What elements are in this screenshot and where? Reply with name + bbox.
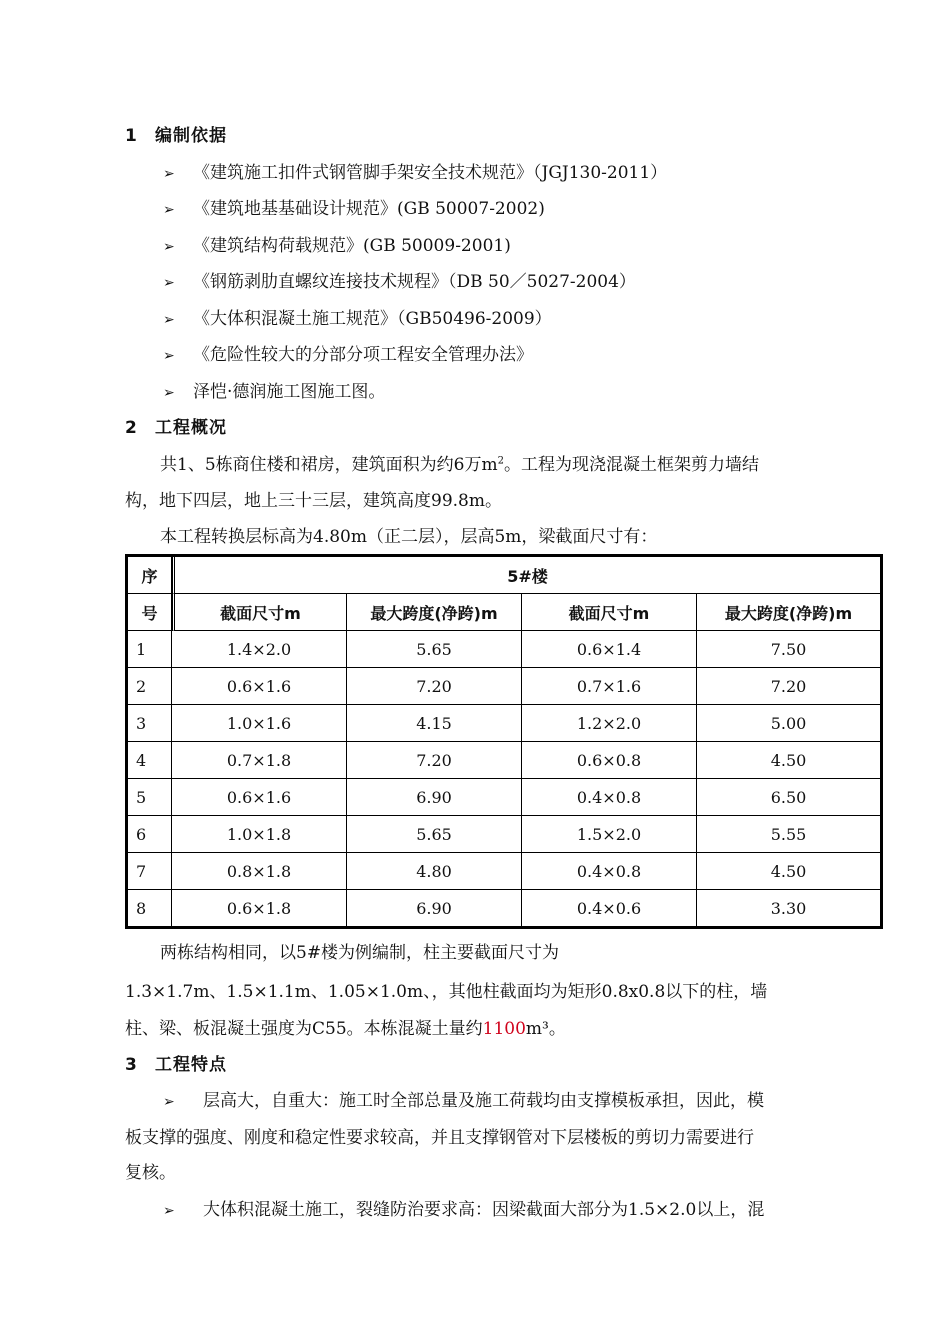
row-index: 4: [128, 742, 172, 779]
table-cell: 1.4×2.0: [172, 631, 347, 668]
table-cell: 7.50: [697, 631, 880, 668]
table-cell: 6.50: [697, 779, 880, 816]
row-index: 1: [128, 631, 172, 668]
row-index: 3: [128, 705, 172, 742]
table-row: [128, 779, 880, 816]
arrow-bullet-icon: ➢: [163, 275, 175, 291]
table-header-row: [128, 557, 880, 594]
feature-item: ➢ 大体积混凝土施工，裂缝防治要求高：因梁截面大部分为1.5×2.0以上，混: [163, 1200, 765, 1220]
table-row: [128, 742, 880, 779]
arrow-bullet-icon: ➢: [163, 166, 175, 182]
feature-item-line: 板支撑的强度、刚度和稳定性要求较高，并且支撑钢管对下层楼板的剪切力需要进行: [125, 1128, 754, 1148]
row-index: 6: [128, 816, 172, 853]
arrow-bullet-icon: ➢: [163, 312, 175, 328]
row-index: 8: [128, 890, 172, 926]
arrow-bullet-icon: ➢: [163, 385, 175, 401]
arrow-bullet-icon: ➢: [163, 239, 175, 255]
reference-item: ➢ 《建筑地基基础设计规范》(GB 50007-2002): [163, 199, 545, 219]
arrow-bullet-icon: ➢: [163, 202, 175, 218]
column-header: 最大跨度(净跨)m: [347, 594, 522, 631]
table-row: [128, 890, 880, 926]
table-cell: 5.65: [347, 816, 522, 853]
table-cell: 6.90: [347, 779, 522, 816]
table-cell: 1.5×2.0: [522, 816, 697, 853]
table-cell: 0.7×1.6: [522, 668, 697, 705]
reference-item: ➢ 《建筑施工扣件式钢管脚手架安全技术规范》（JGJ130-2011）: [163, 163, 668, 183]
table-cell: 4.80: [347, 853, 522, 890]
row-index: 5: [128, 779, 172, 816]
table-row: [128, 853, 880, 890]
table-cell: 7.20: [347, 668, 522, 705]
table-cell: 0.6×0.8: [522, 742, 697, 779]
table-row: [128, 816, 880, 853]
reference-item: ➢ 泽恺·德润施工图施工图。: [163, 382, 386, 402]
section-heading-3: 3 工程特点: [125, 1055, 227, 1075]
structure-paragraph-line: 柱、梁、板混凝土强度为C55。本栋混凝土量约1100m³。: [125, 1019, 566, 1039]
table-cell: 0.4×0.6: [522, 890, 697, 926]
table-cell: 3.30: [770, 898, 807, 918]
overview-paragraph-line: 共1、5栋商住楼和裙房，建筑面积为约6万$m^2$。工程为现浇混凝土框架剪力墙结: [160, 455, 759, 475]
table-cell: 5.55: [697, 816, 880, 853]
table-cell: 1.2×2.0: [522, 705, 697, 742]
feature-item-line: 复核。: [125, 1163, 176, 1183]
column-header: 最大跨度(净跨)m: [697, 594, 880, 631]
table-cell: 0.4×0.8: [522, 779, 697, 816]
table-cell: 4.50: [697, 742, 880, 779]
reference-item: ➢ 《危险性较大的分部分项工程安全管理办法》: [163, 345, 533, 365]
table-cell: 5.65: [347, 631, 522, 668]
table-cell: 0.6×1.4: [522, 631, 697, 668]
section-heading-1: 1 编制依据: [125, 126, 227, 146]
table-row: [128, 668, 880, 705]
table-cell: 7.20: [347, 742, 522, 779]
arrow-bullet-icon: ➢: [163, 348, 175, 364]
overview-paragraph-line: 本工程转换层标高为4.80m（正二层），层高5m，梁截面尺寸有：: [160, 527, 658, 547]
index-header-bottom: 号: [128, 594, 172, 631]
table-cell: 7.20: [697, 668, 880, 705]
table-cell: 5.00: [697, 705, 880, 742]
table-row: [128, 631, 880, 668]
table-cell: 4.15: [347, 705, 522, 742]
row-index: 7: [128, 853, 172, 890]
building-group-header: 5#楼: [172, 557, 880, 594]
column-header: 截面尺寸m: [172, 594, 347, 631]
reference-item: ➢ 《建筑结构荷载规范》(GB 50009-2001): [163, 236, 511, 256]
table-cell: 1.0×1.8: [172, 816, 347, 853]
row-index: 2: [128, 668, 172, 705]
table-cell: 0.4×0.8: [522, 853, 697, 890]
index-header-top: 序: [128, 557, 172, 594]
structure-paragraph-line: 两栋结构相同，以5#楼为例编制，柱主要截面尺寸为: [160, 943, 560, 963]
arrow-bullet-icon: ➢: [163, 1203, 175, 1219]
table-row: [128, 705, 880, 742]
table-cell: 0.8×1.8: [172, 853, 347, 890]
table-cell: 0.6×1.6: [172, 779, 347, 816]
column-header: 截面尺寸m: [522, 594, 697, 631]
table-cell: 0.6×1.6: [172, 668, 347, 705]
beam-section-table: [125, 554, 883, 929]
table-cell: 1.0×1.6: [172, 705, 347, 742]
structure-paragraph-line: 1.3×1.7m、1.5×1.1m、1.05×1.0m、，其他柱截面均为矩形0.8x0.8以下的柱，墙: [125, 982, 768, 1002]
overview-paragraph-line: 构，地下四层，地上三十三层，建筑高度99.8m。: [125, 491, 502, 511]
table-cell: 0.7×1.8: [172, 742, 347, 779]
section-heading-2: 2 工程概况: [125, 418, 227, 438]
table-cell: 6.90: [347, 890, 522, 926]
table-cell: 4.50: [697, 853, 880, 890]
table-cell: 0.6×1.8: [172, 890, 347, 926]
feature-item: ➢ 层高大，自重大：施工时全部总量及施工荷载均由支撑模板承担，因此，模: [163, 1091, 764, 1111]
table-header-row: [128, 594, 880, 631]
concrete-volume-value: 1100: [482, 1019, 526, 1039]
reference-item: ➢ 《钢筋剥肋直螺纹连接技术规程》（DB 50／5027-2004）: [163, 272, 636, 292]
arrow-bullet-icon: ➢: [163, 1094, 175, 1110]
reference-item: ➢ 《大体积混凝土施工规范》（GB50496-2009）: [163, 309, 552, 329]
